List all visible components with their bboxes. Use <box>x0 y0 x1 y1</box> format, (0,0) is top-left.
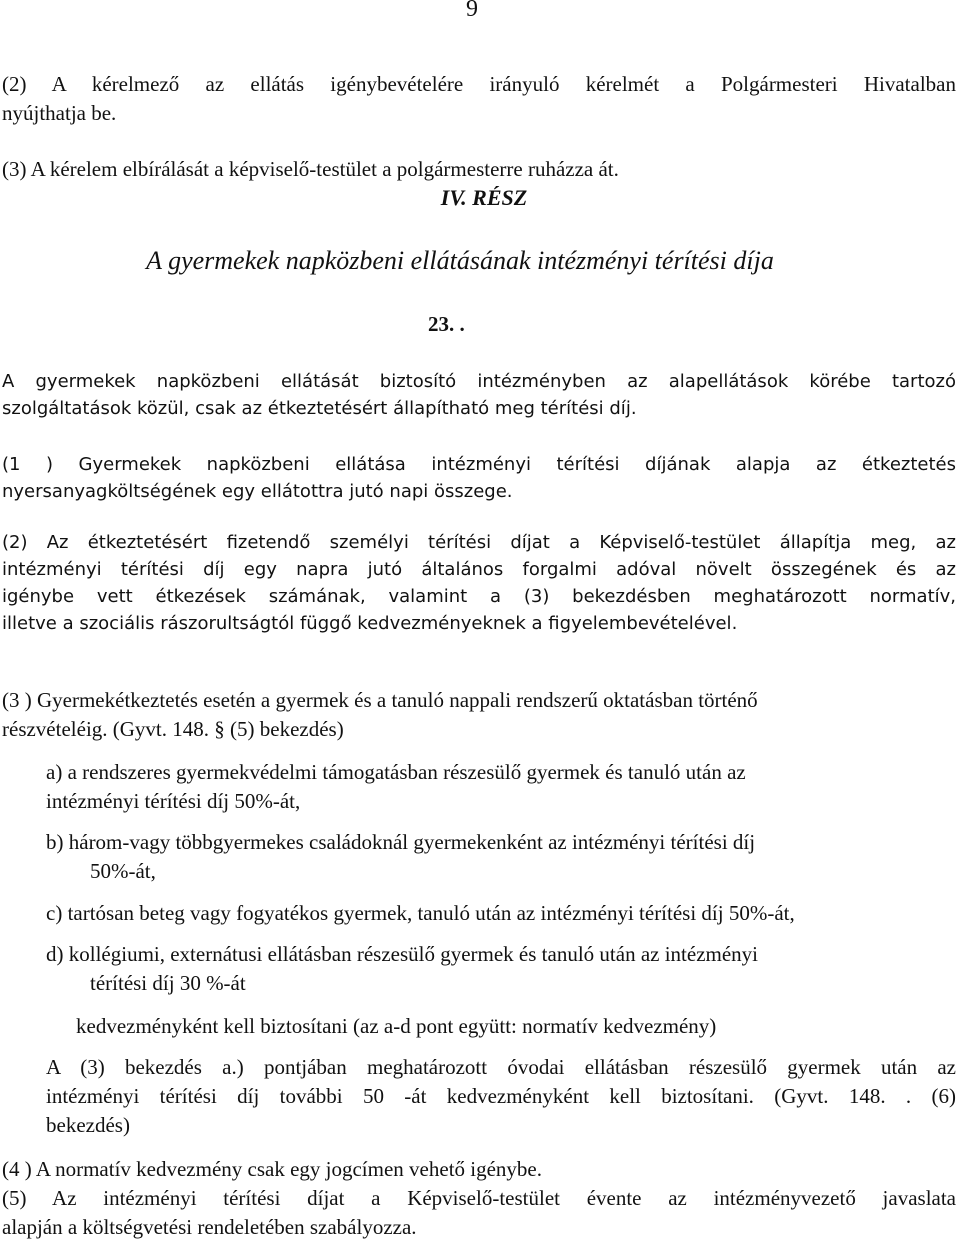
list-item-b-line-1: b) három-vagy többgyermekes családoknál gyermekenként az intézményi térítési díj <box>46 830 756 854</box>
subsection-2-line-4: illetve a szociális rászorultságtól függő kedvezményeknek a figyelembevételével. <box>2 613 738 634</box>
subsection-2-line-3: igénybe vett étkezések számának, valamint a (3) bekezdésben meghatározott normatív, <box>2 586 956 607</box>
subsection-2-line-2: intézményi térítési díj egy napra jutó általános forgalmi adóval növelt összegének és az <box>2 559 956 580</box>
list-item-d-line-1: d) kollégiumi, externátusi ellátásban részesülő gyermek és tanuló után az intézményi <box>46 942 759 966</box>
list-item-c: c) tartósan beteg vagy fogyatékos gyermek, tanuló után az intézményi térítési díj 50%-át, <box>46 901 795 925</box>
list-item-b-line-2: 50%-át, <box>90 859 156 883</box>
subsection-1-line-1: (1 ) Gyermekek napközbeni ellátása intézményi térítési díjának alapja az étkeztetés <box>2 454 956 475</box>
subsection-3-line-2: részvételéig. (Gyvt. 148. § (5) bekezdés) <box>2 717 344 741</box>
paragraph-3: (3) A kérelem elbírálását a képviselő-testület a polgármesterre ruházza át. <box>2 157 619 181</box>
page-number: 9 <box>466 0 478 22</box>
subsection-5-line-1: (5) Az intézményi térítési díjat a Képviselő-testület évente az intézményvezető javaslata <box>2 1186 956 1210</box>
discount-note: kedvezményként kell biztosítani (az a-d pont együtt: normatív kedvezmény) <box>76 1014 717 1038</box>
intro-line-1: A gyermekek napközbeni ellátását biztosító intézményben az alapellátások körébe tartozó <box>2 371 956 392</box>
preschool-line-3: bekezdés) <box>46 1113 130 1137</box>
part-title: A gyermekek napközbeni ellátásának intézményi térítési díja <box>146 246 774 275</box>
intro-paragraph <box>2 368 956 422</box>
paragraph-2-line-1: (2) A kérelmező az ellátás igénybevételére irányuló kérelmét a Polgármesteri Hivatalban <box>2 72 956 96</box>
section-number: 23. . <box>428 312 465 336</box>
subsection-2-line-1: (2) Az étkeztetésért fizetendő személyi térítési díjat a Képviselő-testület állapítja meg, az <box>2 532 956 553</box>
subsection-1-line-2: nyersanyagköltségének egy ellátottra jutó napi összege. <box>2 481 513 502</box>
subsection-3 <box>2 686 956 744</box>
list-item-a <box>46 758 946 816</box>
preschool-paragraph <box>46 1053 956 1140</box>
list-item-a-line-2: intézményi térítési díj 50%-át, <box>46 789 301 813</box>
subsection-3-line-1: (3 ) Gyermekétkeztetés esetén a gyermek és a tanuló nappali rendszerű oktatásban történő <box>2 688 758 712</box>
preschool-line-2: intézményi térítési díj további 50 -át kedvezményként kell biztosítani. (Gyvt. 148. . (6) <box>46 1084 956 1108</box>
subsection-4: (4 ) A normatív kedvezmény csak egy jogcímen vehető igénybe. <box>2 1157 543 1181</box>
subsection-1 <box>2 451 956 505</box>
list-item-b <box>46 828 946 886</box>
list-item-d-line-2: térítési díj 30 %-át <box>90 971 246 995</box>
list-item-d <box>46 940 946 998</box>
preschool-line-1: A (3) bekezdés a.) pontjában meghatározott óvodai ellátásban részesülő gyermek után az <box>46 1055 956 1079</box>
intro-line-2: szolgáltatások közül, csak az étkeztetésért állapítható meg térítési díj. <box>2 398 637 419</box>
part-heading: IV. RÉSZ <box>440 185 528 210</box>
subsection-5 <box>2 1184 956 1242</box>
subsection-5-line-2: alapján a költségvetési rendeletében szabályozza. <box>2 1215 417 1239</box>
paragraph-2 <box>2 70 956 128</box>
subsection-2 <box>2 529 956 637</box>
list-item-a-line-1: a) a rendszeres gyermekvédelmi támogatásban részesülő gyermek és tanuló után az <box>46 760 746 784</box>
paragraph-2-line-2: nyújthatja be. <box>2 101 117 125</box>
